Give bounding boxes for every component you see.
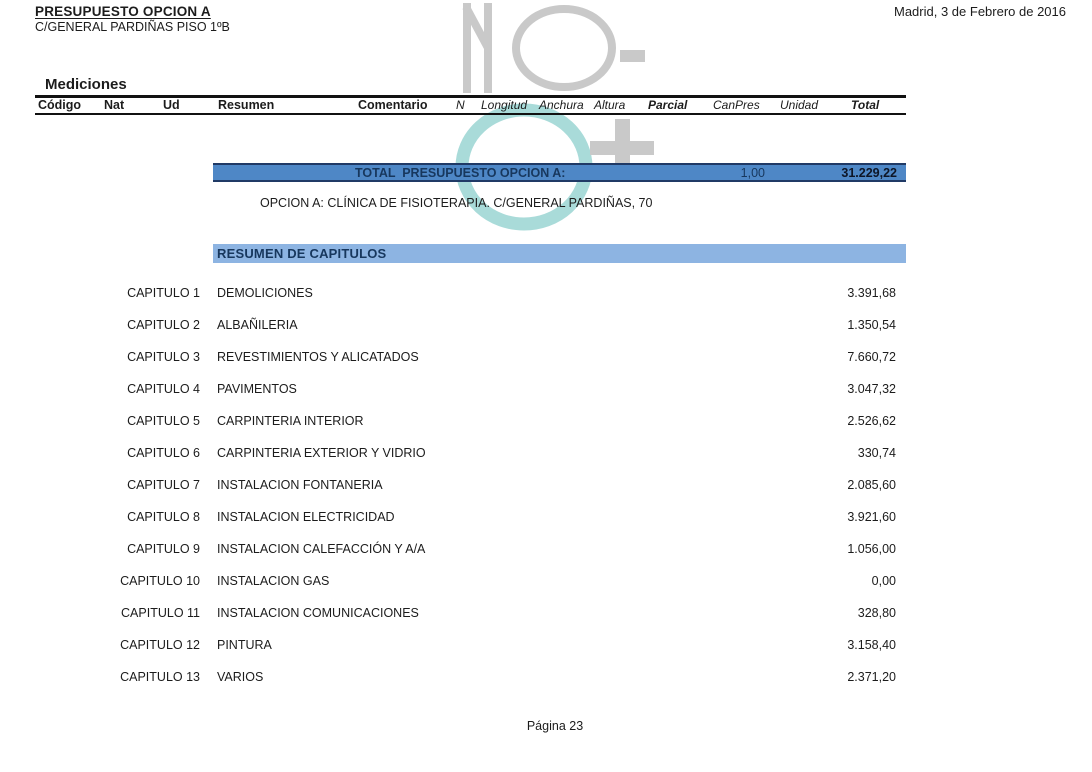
document-subtitle: C/GENERAL PARDIÑAS PISO 1ºB — [35, 20, 230, 34]
chapter-row — [0, 405, 896, 437]
chapter-name: CARPINTERIA INTERIOR — [217, 414, 364, 428]
column-header-altura: Altura — [594, 98, 626, 112]
chapter-label: CAPITULO 3 — [127, 350, 200, 364]
chapter-amount: 3.921,60 — [847, 510, 896, 524]
chapter-row — [0, 565, 896, 597]
chapter-row — [0, 661, 896, 693]
column-header-canpres: CanPres — [713, 98, 760, 112]
page-footer — [0, 719, 1092, 733]
chapter-row — [0, 501, 896, 533]
column-header-comentario: Comentario — [358, 98, 428, 112]
chapter-label: CAPITULO 5 — [127, 414, 200, 428]
chapter-label: CAPITULO 6 — [127, 446, 200, 460]
table-header-rule — [35, 113, 906, 115]
chapters-list — [0, 277, 896, 693]
chapter-label: CAPITULO 9 — [127, 542, 200, 556]
chapter-name: PAVIMENTOS — [217, 382, 297, 396]
chapter-label: CAPITULO 12 — [120, 638, 200, 652]
chapter-name: REVESTIMIENTOS Y ALICATADOS — [217, 350, 419, 364]
chapter-name: INSTALACION GAS — [217, 574, 330, 588]
option-description: OPCION A: CLÍNICA DE FISIOTERAPIA. C/GENERAL PARDIÑAS, 70 — [260, 196, 653, 210]
chapter-label: CAPITULO 1 — [127, 286, 200, 300]
chapter-row — [0, 533, 896, 565]
grand-total-canpres: 1,00 — [740, 166, 765, 180]
document-date: Madrid, 3 de Febrero de 2016 — [894, 4, 1066, 19]
chapter-name: INSTALACION FONTANERIA — [217, 478, 383, 492]
chapter-amount: 328,80 — [857, 606, 896, 620]
section-title: Mediciones — [45, 76, 127, 93]
chapter-name: INSTALACION CALEFACCIÓN Y A/A — [217, 542, 426, 556]
column-header-parcial: Parcial — [648, 98, 688, 112]
column-header-ud: Ud — [163, 98, 180, 112]
chapter-amount: 1.056,00 — [847, 542, 896, 556]
chapter-label: CAPITULO 11 — [121, 606, 200, 620]
chapter-label: CAPITULO 7 — [127, 478, 200, 492]
column-header-codigo: Código — [38, 98, 82, 112]
summary-header-label: RESUMEN DE CAPITULOS — [217, 246, 387, 261]
chapter-row — [0, 373, 896, 405]
chapter-amount: 2.371,20 — [847, 670, 896, 684]
grand-total-bar — [213, 163, 906, 182]
chapter-amount: 330,74 — [857, 446, 896, 460]
chapter-name: DEMOLICIONES — [217, 286, 313, 300]
chapter-amount: 7.660,72 — [847, 350, 896, 364]
chapter-name: CARPINTERIA EXTERIOR Y VIDRIO — [217, 446, 426, 460]
chapter-row — [0, 341, 896, 373]
grand-total-amount: 31.229,22 — [841, 166, 897, 180]
grand-total-label: TOTAL PRESUPUESTO OPCION A: — [355, 166, 566, 180]
chapter-label: CAPITULO 10 — [120, 574, 200, 588]
chapter-amount: 3.391,68 — [847, 286, 896, 300]
chapter-row — [0, 309, 896, 341]
chapter-row — [0, 629, 896, 661]
chapter-amount: 0,00 — [871, 574, 896, 588]
chapter-name: ALBAÑILERIA — [217, 318, 298, 332]
chapter-row — [0, 437, 896, 469]
chapter-amount: 2.526,62 — [847, 414, 896, 428]
chapter-row — [0, 469, 896, 501]
chapter-label: CAPITULO 2 — [127, 318, 200, 332]
chapter-label: CAPITULO 13 — [120, 670, 200, 684]
chapter-name: PINTURA — [217, 638, 272, 652]
chapter-row — [0, 277, 896, 309]
document-title: PRESUPUESTO OPCION A — [35, 4, 211, 19]
column-header-nat: Nat — [104, 98, 125, 112]
chapter-label: CAPITULO 8 — [127, 510, 200, 524]
chapter-name: VARIOS — [217, 670, 264, 684]
chapter-amount: 1.350,54 — [847, 318, 896, 332]
table-header-row — [0, 98, 1092, 113]
chapter-name: INSTALACION ELECTRICIDAD — [217, 510, 395, 524]
page-number-label: Página 23 — [526, 719, 584, 733]
column-header-anchura: Anchura — [539, 98, 584, 112]
chapter-name: INSTALACION COMUNICACIONES — [217, 606, 419, 620]
column-header-total: Total — [851, 98, 880, 112]
column-header-longitud: Longitud — [481, 98, 528, 112]
summary-header-bar — [213, 244, 906, 263]
chapter-amount: 2.085,60 — [847, 478, 896, 492]
chapter-row — [0, 597, 896, 629]
column-header-resumen: Resumen — [218, 98, 275, 112]
chapter-amount: 3.158,40 — [847, 638, 896, 652]
chapter-amount: 3.047,32 — [847, 382, 896, 396]
column-header-n: N — [456, 98, 465, 112]
column-header-unidad: Unidad — [780, 98, 819, 112]
chapter-label: CAPITULO 4 — [127, 382, 200, 396]
